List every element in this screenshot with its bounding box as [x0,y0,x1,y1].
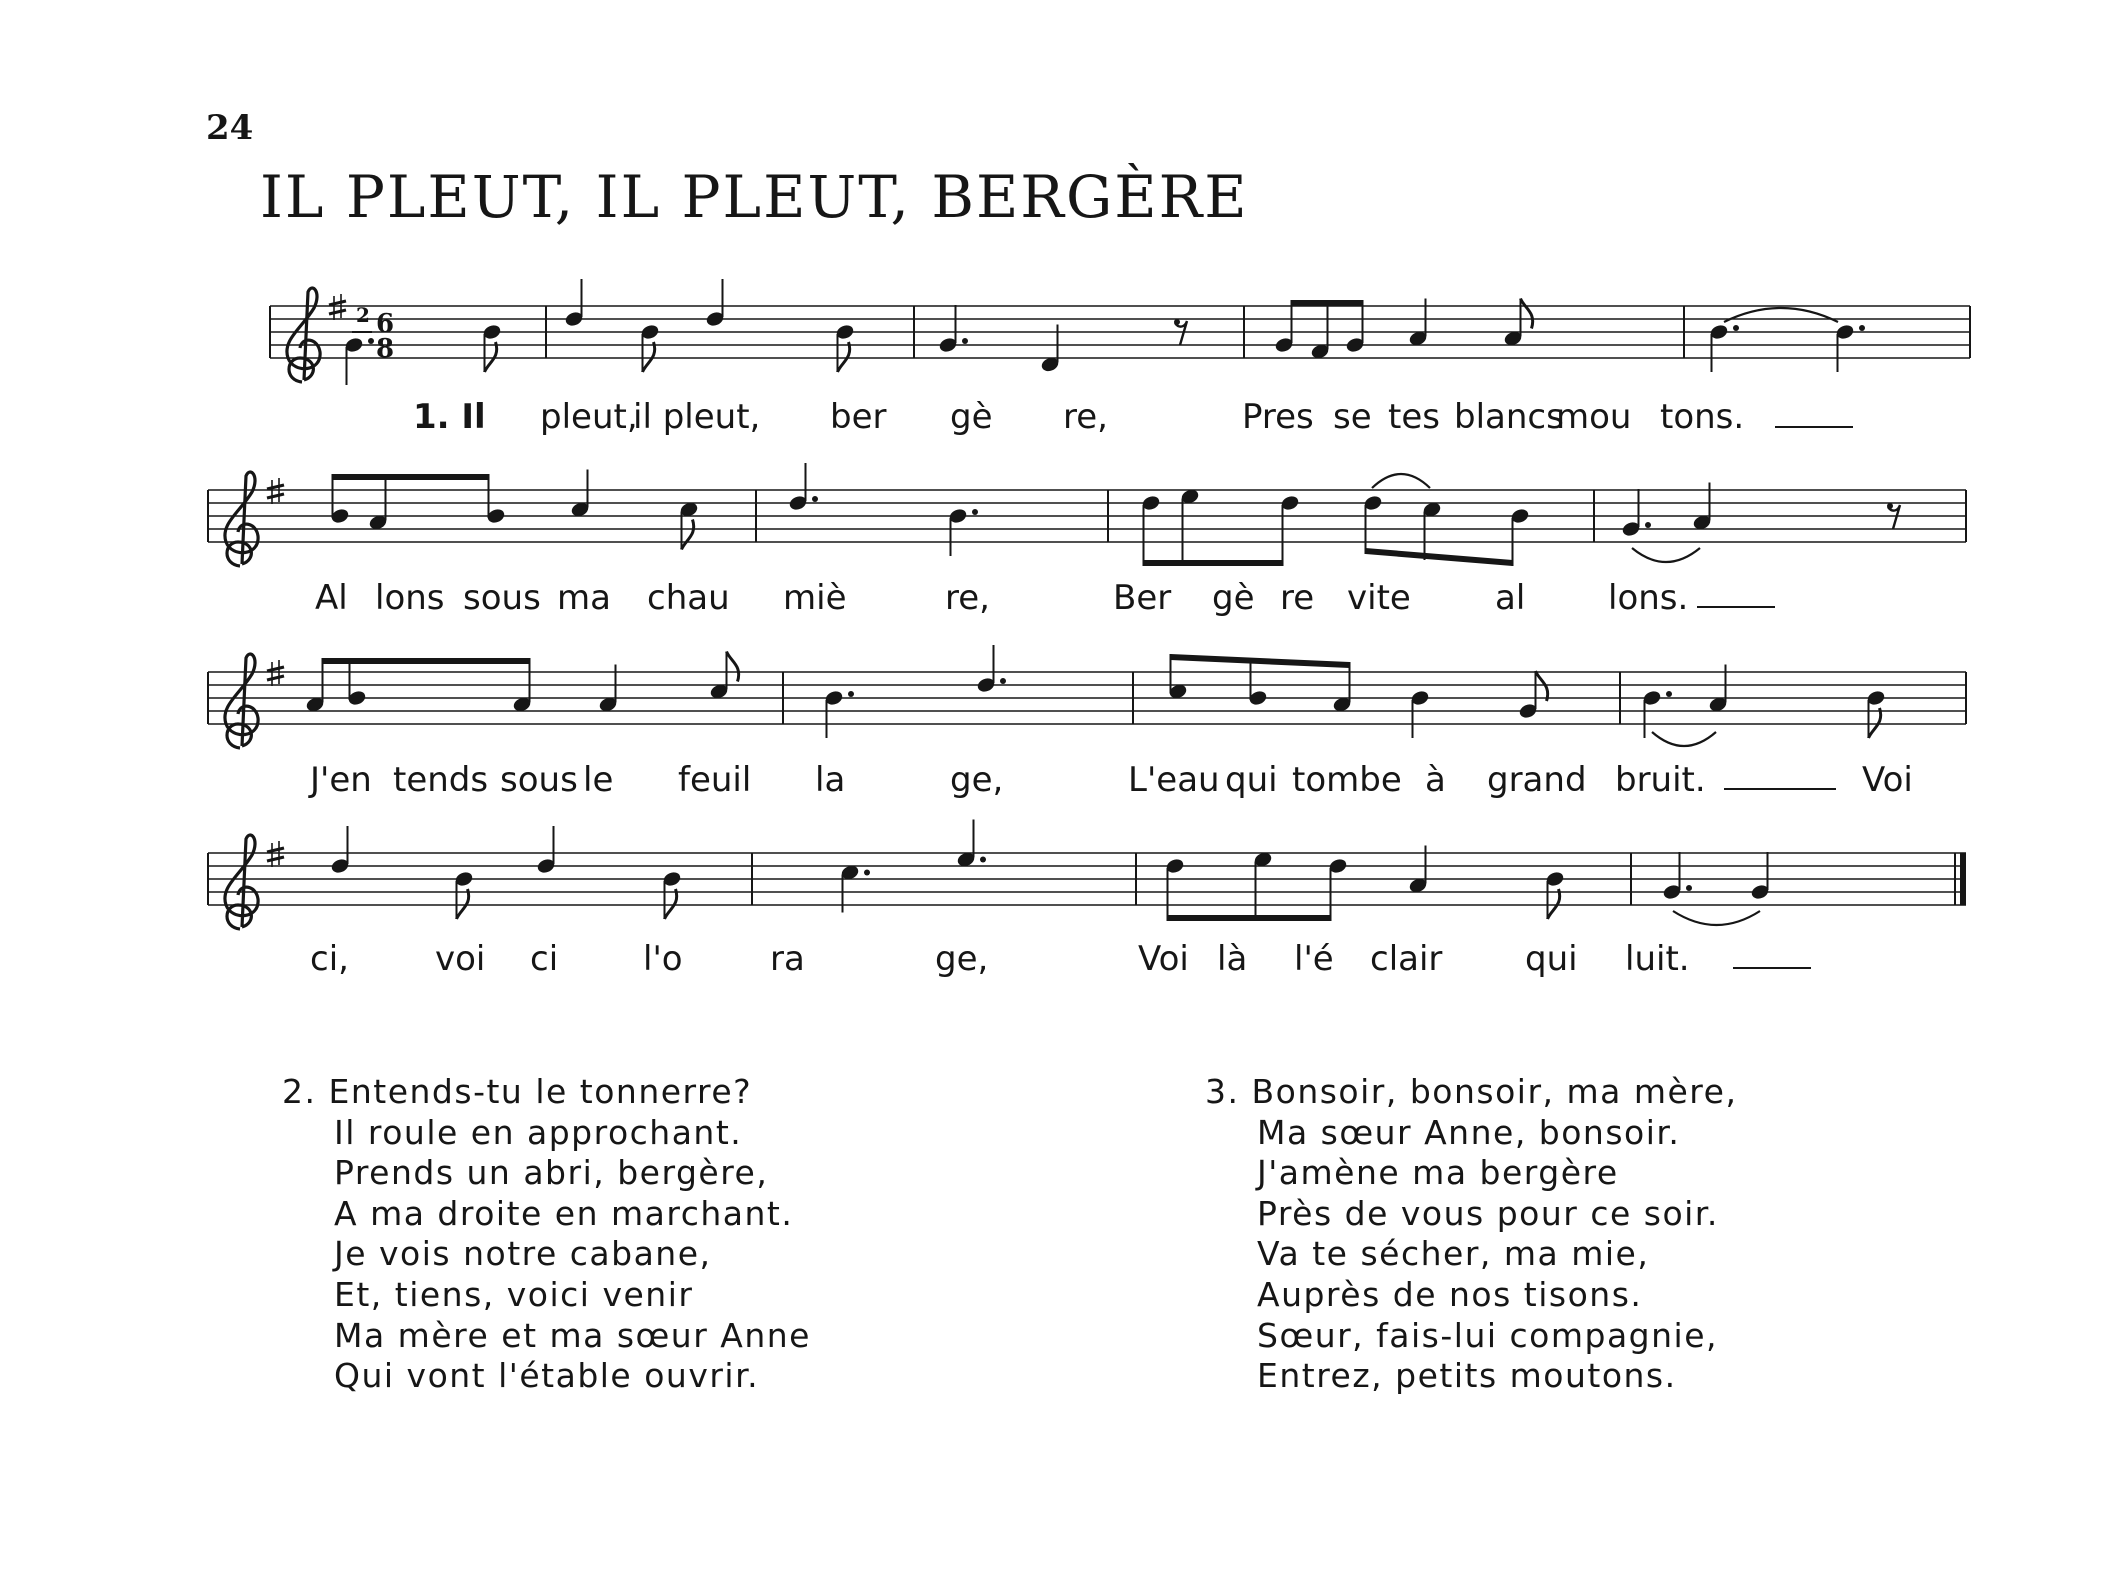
verse-3 [1205,1072,1737,1397]
lyric-syllable: grand [1487,760,1587,800]
sharp-icon [267,660,284,686]
lyric-syllable: ci, [310,939,349,979]
lyric-syllable: tombe [1292,760,1402,800]
note-flag [727,652,739,682]
lyric-syllable: qui [1225,760,1278,800]
tie [1632,548,1700,562]
lyric-syllable: Pres [1242,397,1314,437]
note-flag [485,342,497,372]
treble-clef-icon [287,288,320,382]
lyric-syllable: sous [500,760,578,800]
note-dot [864,870,870,876]
lyric-syllable: là [1217,939,1248,979]
verse-line: Il roule en approchant. [334,1112,743,1152]
note-flag [1869,708,1881,738]
lyric-syllable: Voi [1138,939,1189,979]
treble-clef-icon [225,654,258,748]
verse-line: Je vois notre cabane, [334,1234,712,1274]
verse-line: Prends un abri, bergère, [334,1153,769,1193]
verse-text: Bonsoir, bonsoir, ma mère, [1251,1072,1738,1111]
note-beam [1144,560,1283,566]
lyric-syllable: blancs [1454,397,1564,437]
verse-line: Ma mère et ma sœur Anne [334,1315,811,1355]
note-beam [1171,654,1350,668]
lyric-syllable: Ber [1113,578,1172,618]
lyric-syllable: sous [463,578,541,618]
lyric-syllable: l'é [1294,939,1334,979]
lyric-syllable: ci [530,939,559,979]
tie [1724,308,1838,322]
note-beam [1168,915,1331,921]
note-flag [457,889,469,919]
note-dot [972,509,978,515]
lyric-syllable: ra [770,939,805,979]
eighth-rest-dot [1887,503,1893,509]
note-dot [1733,325,1739,331]
lyric-syllable: gè [950,397,993,437]
lyric-syllable: re [1280,578,1315,618]
lyric-syllable: le [583,760,614,800]
verse-line: Va te sécher, ma mie, [1257,1234,1650,1274]
time-signature-denominator: 8 [376,334,395,364]
lyric-syllable: ma [557,578,611,618]
verse-line: Ma sœur Anne, bonsoir. [1257,1112,1681,1152]
tie [1372,474,1430,488]
verse-line: Entrez, petits moutons. [1257,1356,1677,1396]
note-dot [368,338,374,344]
lyric-syllable: se [1333,397,1372,437]
lyric-syllable: Voi [1862,760,1913,800]
note-dot [812,496,818,502]
note-dot [1000,678,1006,684]
verse-line: Et, tiens, voici venir [334,1274,694,1314]
note-beam [333,474,489,480]
note-dot [1859,325,1865,331]
lyric-syllable: al [1495,578,1526,618]
lyric-syllable: tes [1388,397,1440,437]
lyric-syllable: gè [1212,578,1255,618]
lyric-syllable: l'o [643,939,683,979]
lyric-syllable: ge, [950,760,1004,800]
lyric-syllable: chau [647,578,730,618]
verse-line [1205,1072,1737,1113]
lyric-syllable: feuil [678,760,752,800]
time-signature-alt: 2 [356,303,370,327]
lyric-syllable: bruit. [1615,760,1706,800]
lyric-syllable: luit. [1625,939,1690,979]
lyric-syllable: L'eau [1128,760,1220,800]
lyric-syllable: tons. [1660,397,1745,437]
lyric-syllable: Al [315,578,348,618]
song-title: IL PLEUT, IL PLEUT, BERGÈRE [260,163,1249,231]
verse-line: Qui vont l'étable ouvrir. [334,1356,760,1396]
verse-line [282,1072,811,1113]
lyric-syllable: J'en [310,760,372,800]
tie [1652,732,1716,746]
note-beam [323,658,530,664]
verse-number: 2. [282,1072,317,1111]
lyric-syllable: pleut, [540,397,638,437]
page-number: 24 [206,108,254,148]
note-flag [1548,889,1560,919]
note-flag [643,342,655,372]
treble-clef-icon [225,472,258,566]
note-flag [1536,671,1548,701]
note-dot [1666,691,1672,697]
note-flag [665,889,677,919]
lyric-syllable: ge, [935,939,989,979]
verse-line: Près de vous pour ce soir. [1257,1193,1719,1233]
lyric-syllable: lons. [1608,578,1689,618]
note-dot [1645,522,1651,528]
sharp-icon [267,841,284,867]
tie [1673,911,1760,925]
lyric-syllable: ber [830,397,887,437]
lyric-syllable: miè [783,578,847,618]
note-flag [1521,299,1533,329]
note-dot [962,338,968,344]
sharp-icon [329,294,346,320]
note-beam [1366,548,1513,566]
lyric-syllable: 1. Il [413,397,486,437]
note-dot [1686,885,1692,891]
treble-clef-icon [225,835,258,929]
lyric-syllable: à [1425,760,1446,800]
verse-line: A ma droite en marchant. [334,1193,794,1233]
lyric-syllable: la [815,760,846,800]
note-dot [848,691,854,697]
verse-line: Sœur, fais-lui compagnie, [1257,1315,1718,1355]
lyric-syllable: qui [1525,939,1578,979]
note-beam [1292,300,1363,306]
lyric-syllable: clair [1370,939,1443,979]
lyric-syllable: re, [945,578,990,618]
note-dot [980,857,986,863]
lyric-syllable: re, [1063,397,1108,437]
lyric-syllable: vite [1347,578,1411,618]
time-signature-numerator: 6 [376,309,395,339]
lyric-syllable: lons [375,578,445,618]
eighth-rest-dot [1174,319,1180,325]
lyric-syllable: mou [1556,397,1632,437]
verse-number: 3. [1205,1072,1240,1111]
lyric-syllable: tends [393,760,489,800]
verse-text: Entends-tu le tonnerre? [328,1072,753,1111]
lyric-syllable: voi [435,939,486,979]
lyric-syllable: il pleut, [633,397,761,437]
sharp-icon [267,478,284,504]
verse-line: J'amène ma bergère [1257,1153,1619,1193]
verse-2 [282,1072,811,1397]
note-flag [682,520,694,550]
note-flag [838,342,850,372]
verse-line: Auprès de nos tisons. [1257,1274,1643,1314]
